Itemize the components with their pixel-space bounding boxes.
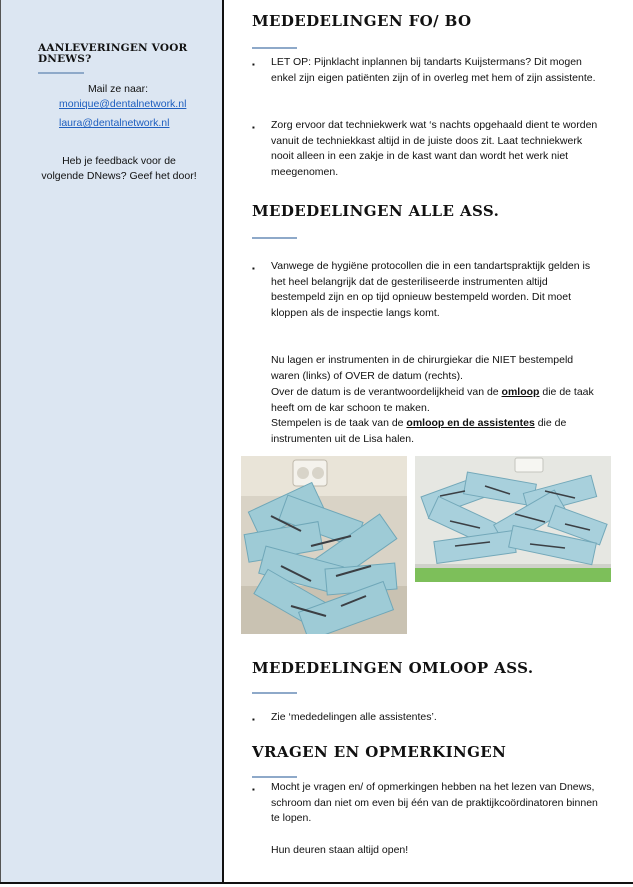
feedback-text: Heb je feedback voor de volgende DNews? Geef het door! (41, 155, 197, 182)
heading-fo-bo: MEDEDELINGEN FO/ BO (252, 12, 472, 30)
para4-text: Stempelen is de taak van de (271, 417, 407, 429)
alle-ass-intro: Vanwege de hygiëne protocollen die in een tandartspraktijk gelden is het heel belangrijk dat de gesteriliseerde instrumenten altijd bestempeld zijn en op tijd opnieuw bestempeld worden. Dit moet kloppen als de inspectie langs komt. (271, 260, 591, 319)
para3-text: Over de datum is de verantwoordelijkheid van de (271, 386, 502, 398)
bullet-icon: ▪ (252, 715, 255, 724)
heading-vragen: VRAGEN EN OPMERKINGEN (252, 743, 507, 761)
alle-ass-para3 (271, 385, 606, 416)
vragen-closing: Hun deuren staan altijd open! (271, 844, 409, 856)
heading-rule (252, 776, 297, 778)
sidebar (0, 0, 224, 882)
bullet-icon: ▪ (252, 264, 255, 273)
vragen-item: Mocht je vragen en/ of opmerkingen hebben na het lezen van Dnews, schroom dan niet om even bij één van de praktijkcoördinatoren binnen te lopen. (271, 781, 598, 825)
bullet-icon: ▪ (252, 60, 255, 69)
omloop-item: Zie ‘mededelingen alle assistentes’. (271, 711, 437, 723)
heading-rule (252, 237, 297, 239)
para3-emphasis: omloop (501, 386, 540, 398)
email-link-laura[interactable]: laura@dentalnetwork.nl (59, 117, 170, 129)
alle-ass-para4 (271, 416, 606, 447)
heading-omloop: MEDEDELINGEN OMLOOP ASS. (252, 659, 534, 677)
email-link-monique[interactable]: monique@dentalnetwork.nl (59, 98, 187, 110)
para4-text-end: die de instrumenten uit de Lisa halen. (271, 417, 567, 445)
mail-label: Mail ze naar: (87, 83, 149, 95)
sidebar-title-rule (38, 72, 84, 74)
photo-expired-instruments (415, 456, 611, 582)
photo-unstamped-instruments (241, 456, 407, 634)
heading-rule (252, 47, 297, 49)
fo-bo-item-1: LET OP: Pijnklacht inplannen bij tandarts Kuijstermans? Dit mogen enkel zijn eigen patiënten zijn of in overleg met hem of zijn assistente. (271, 56, 596, 84)
heading-rule (252, 692, 297, 694)
page-bottom-border (0, 882, 633, 884)
para4-emphasis: omloop en de assistentes (406, 417, 535, 429)
para3-text-end: die de taak heeft om de kar schoon te maken. (271, 386, 594, 414)
alle-ass-para2: Nu lagen er instrumenten in de chirurgiekar die NIET bestempeld waren (links) of OVER de datum (rechts). (271, 354, 574, 382)
bullet-icon: ▪ (252, 123, 255, 132)
sidebar-title: AANLEVERINGEN VOOR DNEWS? (38, 42, 188, 65)
fo-bo-item-2: Zorg ervoor dat techniekwerk wat ‘s nachts opgehaald dient te worden vanuit de techniekkast altijd in de juiste doos zit. Laat techniekwerk nooit alleen in een zakje in de kast want dan wordt het werk niet meegenomen. (271, 119, 598, 178)
heading-alle-ass: MEDEDELINGEN ALLE ASS. (252, 202, 500, 220)
bullet-icon: ▪ (252, 785, 255, 794)
